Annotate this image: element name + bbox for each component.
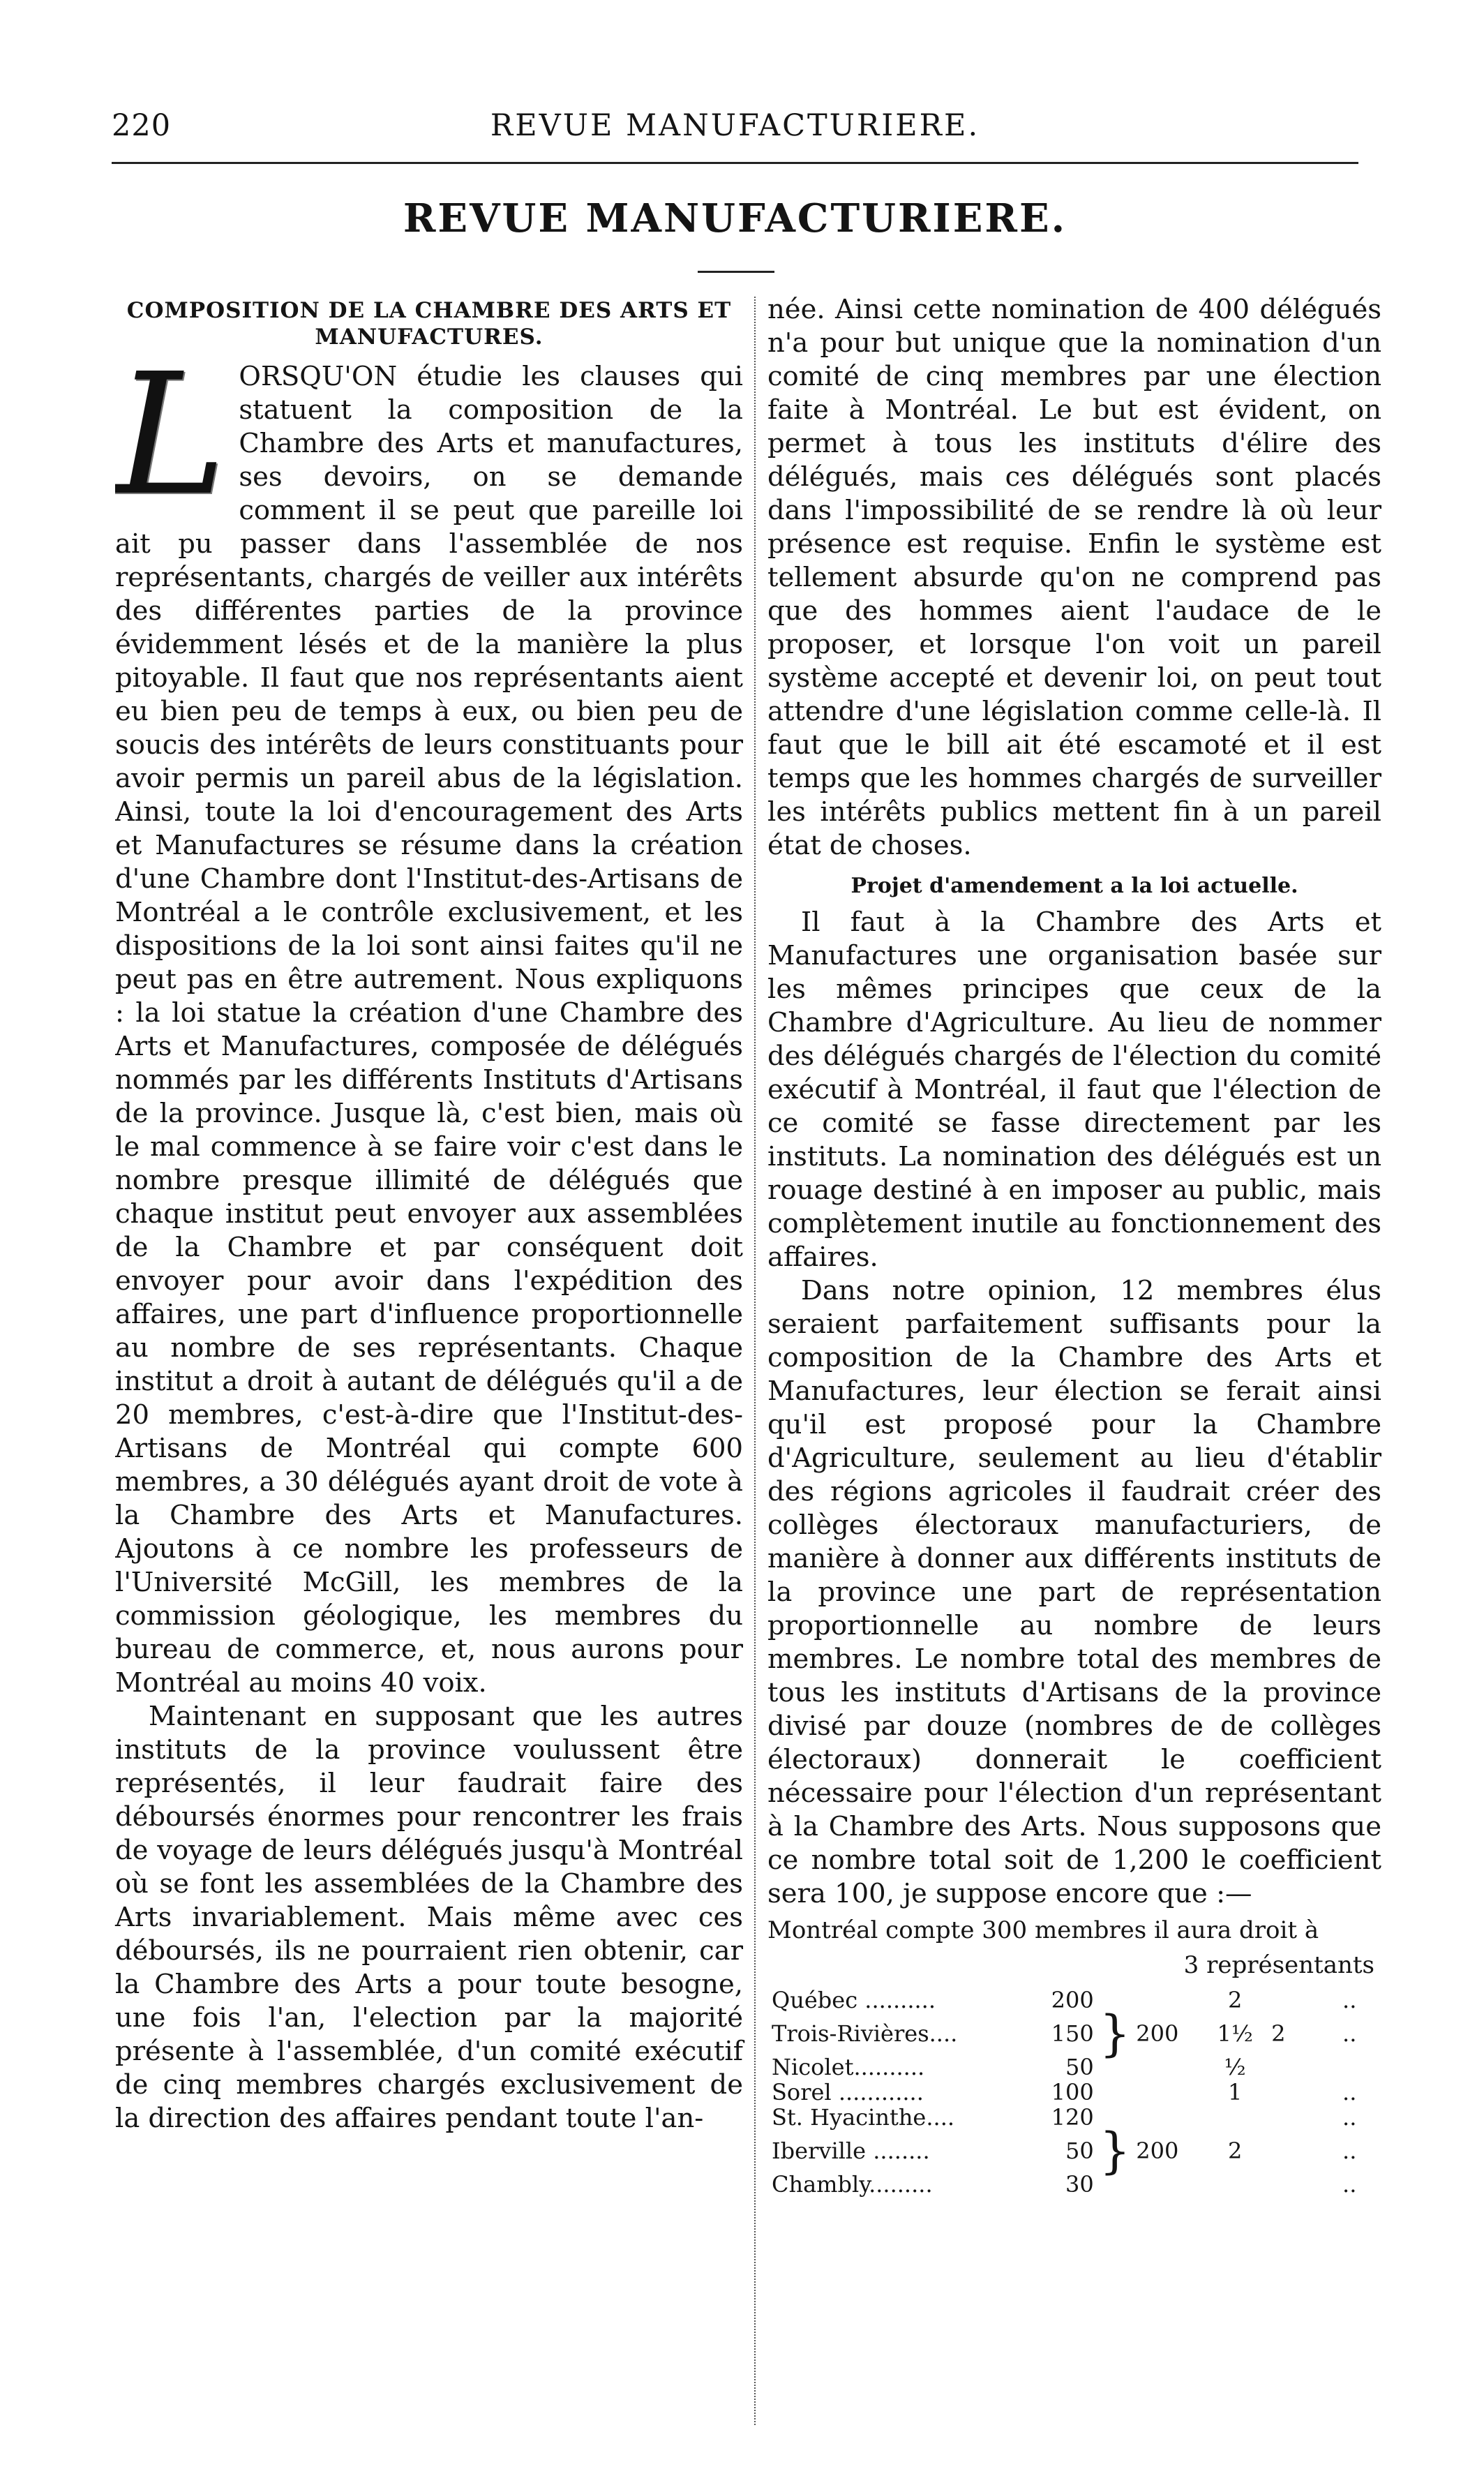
table-row xyxy=(767,2130,1381,2172)
paragraph-4: Dans notre opinion, 12 membres élus seraient parfaitement suffisants pour la composition de la Chambre des Arts et Manufactures, leur élection se ferait ainsi qu'il est proposé pour la Chambre d'Agriculture, seulement au lieu d'établir des régions agricoles il faudrait créer des collèges électoraux manufacturiers, de manière à donner aux différents instituts de la province une part de représentation proportionnelle au nombre de leurs membres. Le nombre total des membres de tous les instituts d'Artisans de la province divisé par douze (nombres de de collèges électoraux) donnerait le coefficient nécessaire pour l'élection d'un représentant à la Chambre des Arts. Nous supposons que ce nombre total soit de 1,200 le coefficient sera 100, je suppose encore que :— xyxy=(767,1275,1381,1909)
table-dots: .. xyxy=(1342,1987,1357,2013)
running-head xyxy=(112,105,1358,147)
right-column xyxy=(767,293,1381,2197)
table-caption-2: 3 représentants xyxy=(1183,1951,1374,1979)
table-reps: 2 xyxy=(1228,1987,1243,2013)
table-row xyxy=(767,2055,1381,2080)
table-dots: .. xyxy=(1342,2104,1357,2131)
table-members: 50 xyxy=(1065,2054,1094,2080)
table-dots: .. xyxy=(1342,2138,1357,2164)
paragraph-3: Il faut à la Chambre des Arts et Manufactures une organisation basée sur les mêmes principes que ceux de la Chambre d'Agriculture. Au lieu de nommer des délégués chargés de l'élection du comité exécutif à Montréal, il faut que l'élection de ce comité se fasse directement par les instituts. La nomination des délégués est un rouage destiné à en imposer au public, mais complètement inutile au fonctionnement des affaires. xyxy=(767,907,1381,1273)
table-dots: .. xyxy=(1342,2020,1357,2047)
table-group xyxy=(1132,1988,1203,2013)
table-place: St. Hyacinthe.... xyxy=(772,2104,955,2131)
table-group-reps xyxy=(1267,2080,1338,2105)
table-row xyxy=(767,2105,1381,2130)
table-place: Québec .......... xyxy=(772,1987,936,2013)
table-group: 200 xyxy=(1136,2020,1179,2047)
table-place: Nicolet.......... xyxy=(772,2054,925,2080)
table-brace xyxy=(1098,2080,1132,2105)
page-number: 220 xyxy=(112,108,172,143)
table-reps xyxy=(1203,2105,1267,2130)
table-reps: 1 xyxy=(1228,2079,1243,2105)
table-members: 200 xyxy=(1051,1987,1094,2013)
table-members: 150 xyxy=(1051,2020,1094,2047)
sub-heading: Projet d'amendement a la loi actuelle. xyxy=(850,874,1298,898)
table-row xyxy=(767,2172,1381,2197)
table-row xyxy=(767,2080,1381,2105)
table-members: 120 xyxy=(1051,2104,1094,2131)
table-group-reps xyxy=(1267,2055,1338,2080)
table-brace: } xyxy=(1099,2005,1131,2062)
table-group-reps xyxy=(1267,1988,1338,2013)
table-place: Chambly......... xyxy=(772,2171,933,2198)
paragraph-1-text: étudie les clauses qui statuent la composition de la Chambre des Arts et manufactures, ses devoirs, on se demande comment il se peut que pareille loi ait pu passer dans l'assemblée de nos représentants, chargés de veiller aux intérêts des différentes parties de la province évidemment lésés et de la manière la plus pitoyable. Il faut que nos représentants aient eu bien peu de temps à eux, ou bien peu de soucis des intérêts de leurs constituants pour avoir permis un pareil abus de la législation. Ainsi, toute la loi d'encouragement des Arts et Manufactures se résume dans la création d'une Chambre dont l'Institut-des-Artisans de Montréal a le contrôle exclusivement, et les dispositions de la loi sont ainsi faites qu'il ne peut pas en être autrement. Nous expliquons : la loi statue la création d'une Chambre des Arts et Manufactures, composée de délégués nommés par les différents Instituts d'Artisans de la province. Jusque là, c'est bien, mais où le mal commence à se faire voir c'est dans le nombre presque illimité de délégués que chaque institut peut envoyer aux assemblées de la Chambre et par conséquent doit envoyer pour avoir dans l'expédition des affaires, une part d'influence proportionnelle au nombre de ses représentants. Chaque institut a droit à autant de délégués qu'il a de 20 membres, c'est-à-dire que l'Institut-des-Artisans de Montréal qui compte 600 membres, a 30 délégués ayant droit de vote à la Chambre des Arts et Manufactures. Ajoutons à ce nombre les professeurs de l'Université McGill, les membres de la commission géologique, les membres du bureau de commerce, et, nous aurons pour Montréal au moins 40 voix. xyxy=(115,361,743,1699)
table-members: 100 xyxy=(1051,2079,1094,2105)
article-heading: COMPOSITION DE LA CHAMBRE DES ARTS ET MANUFACTURES. xyxy=(126,298,732,350)
paragraph-2-continued: née. Ainsi cette nomination de 400 délégués n'a pour but unique que la nomination d'un comité de cinq membres par une élection faite à Montréal. Le but est évident, on permet à tous les instituts d'élire des délégués, mais ces délégués sont placés dans l'impossibilité de se rendre là où leur présence est requise. Enfin le système est tellement absurde qu'on ne comprend pas que des hommes aient l'audace de le proposer, et lorsque l'on voit un pareil système accepté et devenir loi, on peut tout attendre d'une législation comme celle-là. Il faut que le bill ait été escamoté et il est temps que les hommes chargés de surveiller les intérêts publics mettent fin à un pareil état de choses. xyxy=(767,294,1381,861)
drop-cap: L xyxy=(115,360,227,532)
table-reps: 2 xyxy=(1228,2138,1243,2164)
table-group-reps xyxy=(1267,2172,1338,2197)
table-members: 50 xyxy=(1065,2138,1094,2164)
column-divider xyxy=(754,297,756,2425)
header-rule xyxy=(112,162,1358,164)
representation-table xyxy=(767,1988,1381,2197)
table-group-reps xyxy=(1267,2105,1338,2130)
table-group-reps xyxy=(1267,2130,1338,2172)
table-group-reps: 2 xyxy=(1271,2020,1286,2047)
table-reps: ½ xyxy=(1224,2054,1246,2080)
running-title: REVUE MANUFACTURIERE. xyxy=(490,108,980,143)
lead-word: ORSQU'ON xyxy=(239,361,398,392)
table-reps xyxy=(1203,2172,1267,2197)
table-group xyxy=(1132,2105,1203,2130)
table-caption: Montréal compte 300 membres il aura droit à xyxy=(767,1916,1319,1944)
table-reps: 1½ xyxy=(1217,2020,1253,2047)
lead-paragraph xyxy=(115,360,743,1700)
masthead-rule xyxy=(698,271,774,273)
table-brace: } xyxy=(1099,2122,1131,2179)
table-dots: .. xyxy=(1342,2079,1357,2105)
table-dots xyxy=(1338,2055,1381,2080)
table-group xyxy=(1132,2055,1203,2080)
table-group xyxy=(1132,2172,1203,2197)
table-place: Iberville ........ xyxy=(772,2138,930,2164)
table-group: 200 xyxy=(1136,2138,1179,2164)
table-row xyxy=(767,2013,1381,2055)
masthead: REVUE MANUFACTURIERE. xyxy=(403,195,1067,241)
table-place: Sorel ............ xyxy=(772,2079,924,2105)
table-members: 30 xyxy=(1065,2171,1094,2198)
table-group xyxy=(1132,2080,1203,2105)
table-dots: .. xyxy=(1342,2171,1357,2198)
paragraph-2: Maintenant en supposant que les autres instituts de la province voulussent être représentés, il leur faudrait faire des déboursés énormes pour rencontrer les frais de voyage de leurs délégués jusqu'à Montréal où se font les assemblées de la Chambre des Arts invariablement. Mais même avec ces déboursés, ils ne pourraient rien obtenir, car la Chambre des Arts a pour toute besogne, une fois l'an, l'election par la majorité présente à l'assemblée, d'un comité exécutif de cinq membres chargés exclusivement de la direction des affaires pendant toute l'an- xyxy=(115,1701,743,2134)
table-row xyxy=(767,1988,1381,2013)
left-column xyxy=(115,293,743,2135)
table-place: Trois-Rivières.... xyxy=(772,2020,958,2047)
